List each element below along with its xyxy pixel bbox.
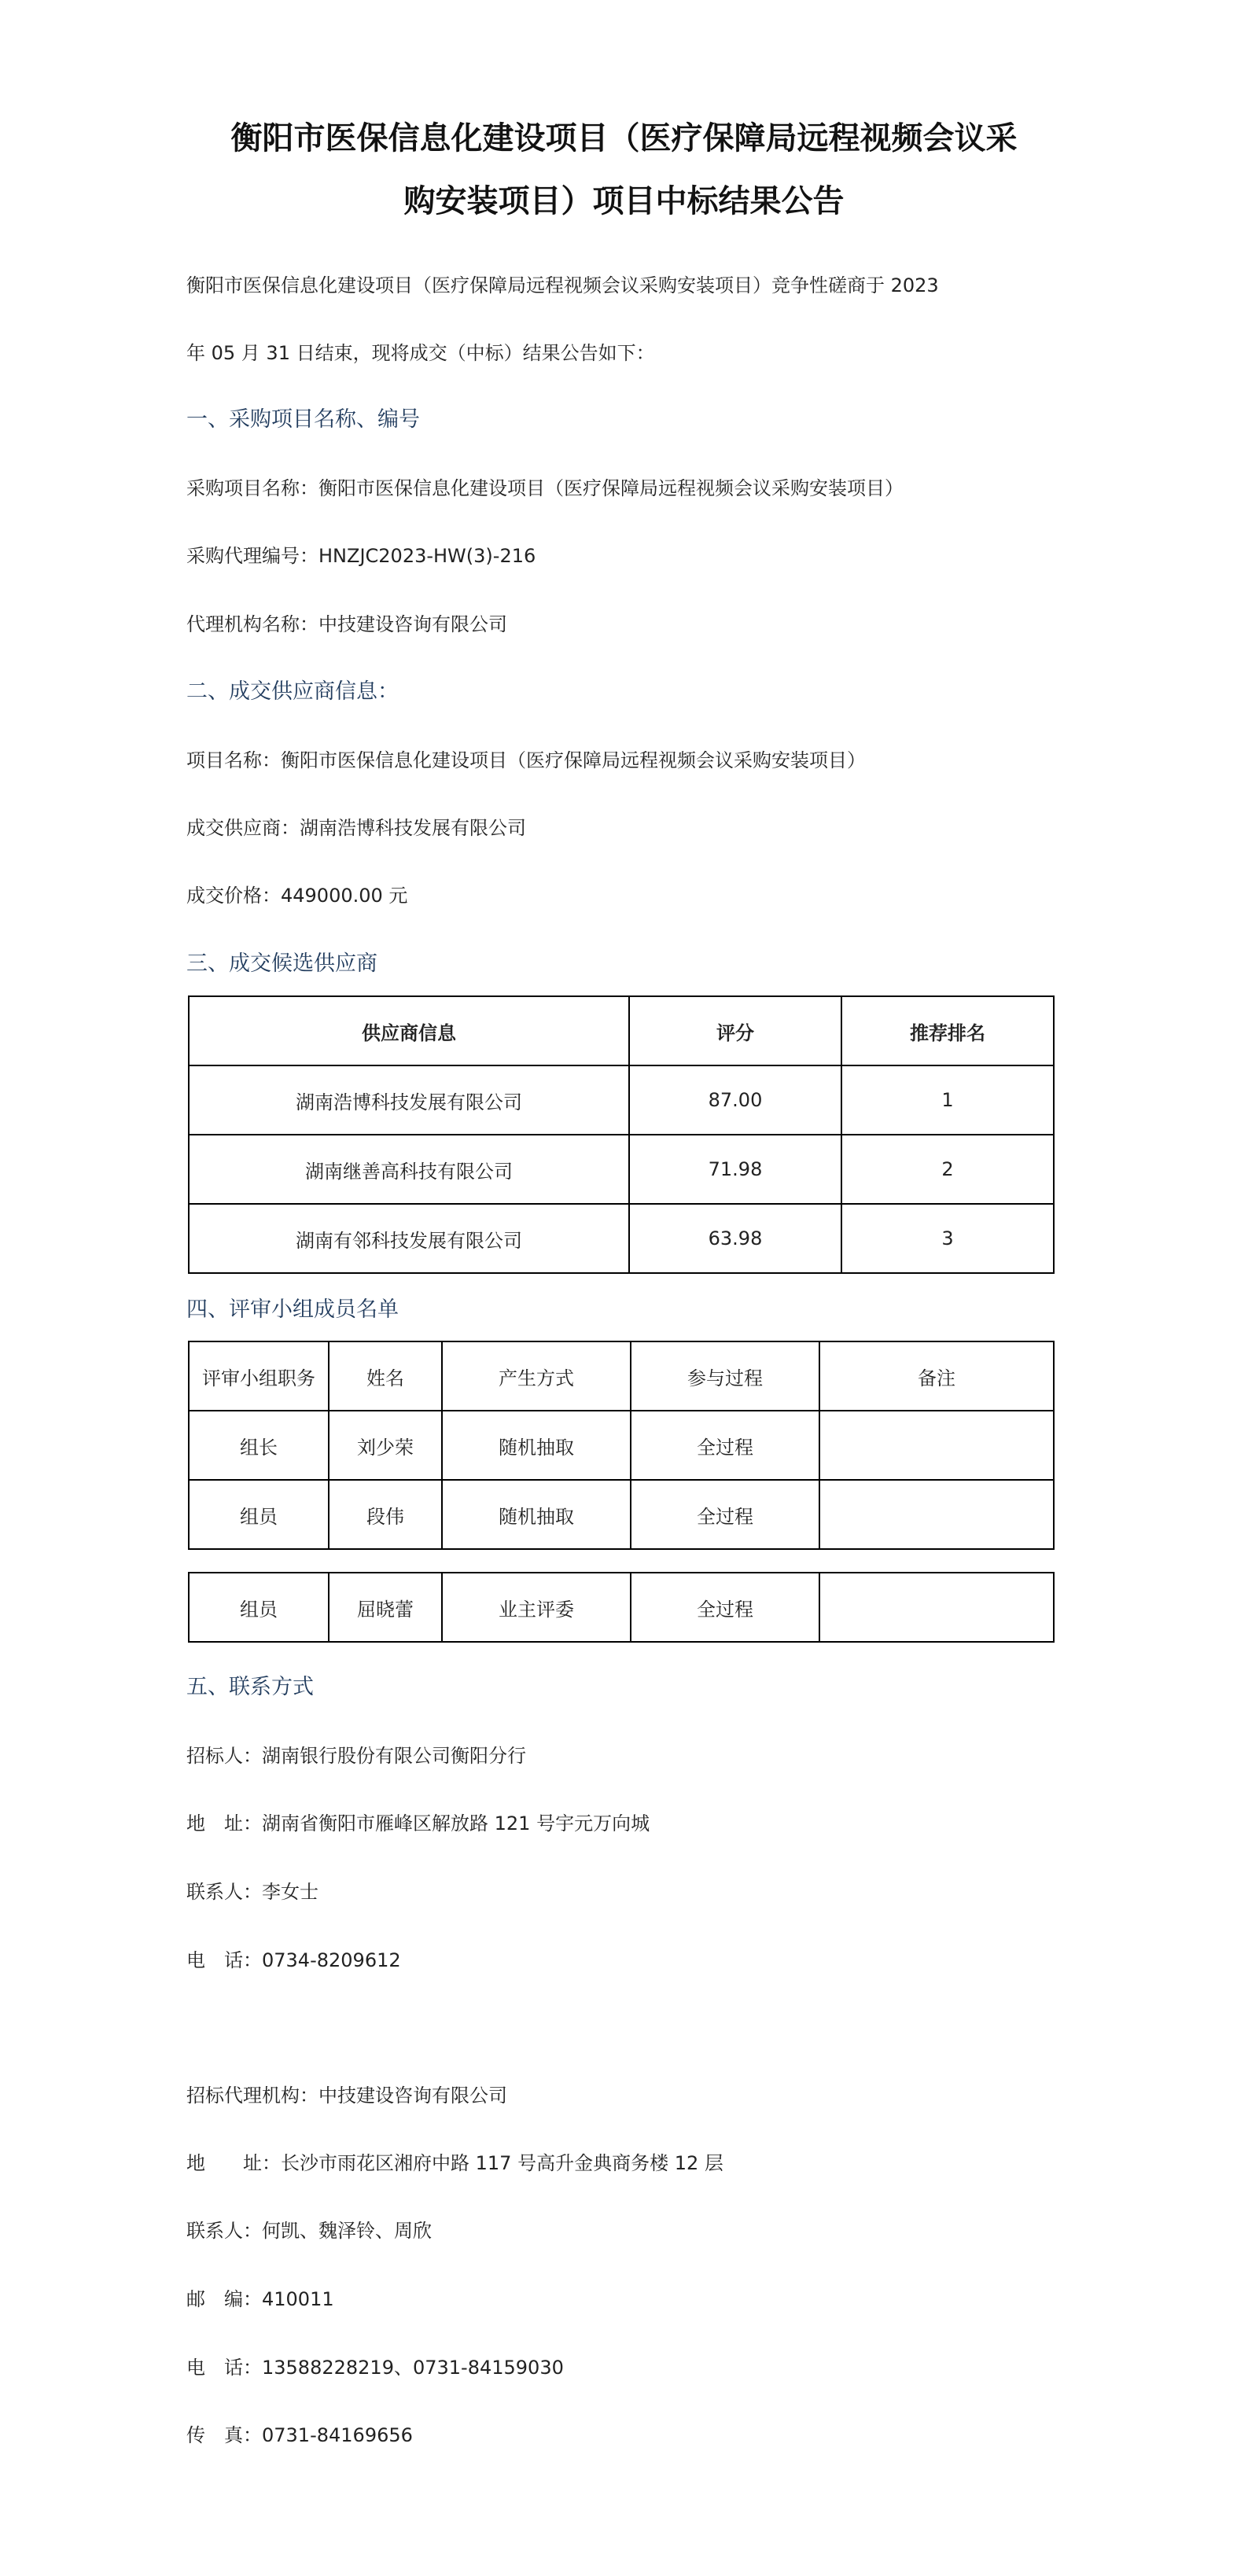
name-cell: 屈晓蕾 — [329, 1573, 442, 1642]
process-cell: 全过程 — [631, 1411, 819, 1480]
remarks-cell — [819, 1411, 1054, 1480]
table-row — [189, 1204, 1054, 1273]
supplier-project-name-text: 项目名称：衡阳市医保信息化建设项目（医疗保障局远程视频会议采购安装项目） — [186, 749, 866, 771]
name-cell: 段伟 — [329, 1480, 442, 1549]
tenderer-address-text: 地 址：湖南省衡阳市雁峰区解放路 121 号宇元万向城 — [186, 1812, 650, 1834]
winning-price-text: 成交价格：449000.00 元 — [186, 885, 408, 907]
method-cell: 随机抽取 — [442, 1480, 631, 1549]
tender-agency-contact-text: 联系人：何凯、魏泽铃、周欣 — [186, 2220, 432, 2242]
supplier-cell: 湖南有邻科技发展有限公司 — [189, 1204, 629, 1273]
column-header-name: 姓名 — [329, 1341, 442, 1411]
tender-agency-postcode-text: 邮 编：410011 — [186, 2288, 334, 2310]
tender-agency-phone-text: 电 话：13588228219、0731-84159030 — [186, 2357, 564, 2379]
name-cell: 刘少荣 — [329, 1411, 442, 1480]
column-header-score: 评分 — [629, 996, 841, 1065]
table-row — [189, 1135, 1054, 1204]
section-heading-candidates: 三、成交候选供应商 — [186, 951, 377, 976]
intro-line-2: 年 05 月 31 日结束，现将成交（中标）结果公告如下： — [186, 342, 655, 364]
table-row — [189, 1411, 1054, 1480]
tender-agency-fax-text: 传 真：0731-84169656 — [186, 2424, 413, 2446]
method-cell: 随机抽取 — [442, 1411, 631, 1480]
tender-agency-text: 招标代理机构：中技建设咨询有限公司 — [186, 2085, 507, 2107]
review-panel-table — [188, 1341, 1055, 1550]
tenderer-text: 招标人：湖南银行股份有限公司衡阳分行 — [186, 1745, 526, 1767]
section-heading-project: 一、采购项目名称、编号 — [186, 407, 420, 432]
section-heading-supplier: 二、成交供应商信息： — [186, 679, 399, 704]
rank-cell: 3 — [841, 1204, 1054, 1273]
table-row — [189, 1480, 1054, 1549]
tenderer-phone-text: 电 话：0734-8209612 — [186, 1949, 401, 1971]
tender-agency-address-text: 地 址：长沙市雨花区湘府中路 117 号高升金典商务楼 12 层 — [186, 2152, 723, 2174]
agent-number-text: 采购代理编号：HNZJC2023-HW(3)-216 — [186, 545, 536, 567]
rank-cell: 2 — [841, 1135, 1054, 1204]
role-cell: 组员 — [189, 1573, 329, 1642]
table-row — [189, 1573, 1054, 1642]
table-header-row — [189, 1341, 1054, 1411]
section-heading-review-panel: 四、评审小组成员名单 — [186, 1297, 399, 1322]
table-header-row — [189, 996, 1054, 1065]
column-header-supplier: 供应商信息 — [189, 996, 629, 1065]
role-cell: 组员 — [189, 1480, 329, 1549]
supplier-cell: 湖南继善高科技有限公司 — [189, 1135, 629, 1204]
remarks-cell — [819, 1573, 1054, 1642]
column-header-role: 评审小组职务 — [189, 1341, 329, 1411]
candidate-supplier-table — [188, 995, 1055, 1274]
score-cell: 63.98 — [629, 1204, 841, 1273]
winning-supplier-text: 成交供应商：湖南浩博科技发展有限公司 — [186, 817, 526, 839]
tenderer-contact-text: 联系人：李女士 — [186, 1881, 318, 1903]
remarks-cell — [819, 1480, 1054, 1549]
process-cell: 全过程 — [631, 1573, 819, 1642]
project-name-text: 采购项目名称：衡阳市医保信息化建设项目（医疗保障局远程视频会议采购安装项目） — [186, 477, 904, 499]
rank-cell: 1 — [841, 1065, 1054, 1135]
method-cell: 业主评委 — [442, 1573, 631, 1642]
page-title-line-2: 购安装项目）项目中标结果公告 — [403, 182, 845, 219]
supplier-cell: 湖南浩博科技发展有限公司 — [189, 1065, 629, 1135]
column-header-rank: 推荐排名 — [841, 996, 1054, 1065]
page-title-line-1: 衡阳市医保信息化建设项目（医疗保障局远程视频会议采 — [230, 120, 1018, 156]
review-panel-extra-table — [188, 1572, 1055, 1643]
process-cell: 全过程 — [631, 1480, 819, 1549]
score-cell: 71.98 — [629, 1135, 841, 1204]
column-header-remarks: 备注 — [819, 1341, 1054, 1411]
table-row — [189, 1065, 1054, 1135]
role-cell: 组长 — [189, 1411, 329, 1480]
column-header-method: 产生方式 — [442, 1341, 631, 1411]
agency-name-text: 代理机构名称：中技建设咨询有限公司 — [186, 613, 507, 635]
score-cell: 87.00 — [629, 1065, 841, 1135]
column-header-process: 参与过程 — [631, 1341, 819, 1411]
section-heading-contact: 五、联系方式 — [186, 1675, 314, 1699]
intro-line-1: 衡阳市医保信息化建设项目（医疗保障局远程视频会议采购安装项目）竞争性磋商于 2023 — [186, 274, 939, 296]
